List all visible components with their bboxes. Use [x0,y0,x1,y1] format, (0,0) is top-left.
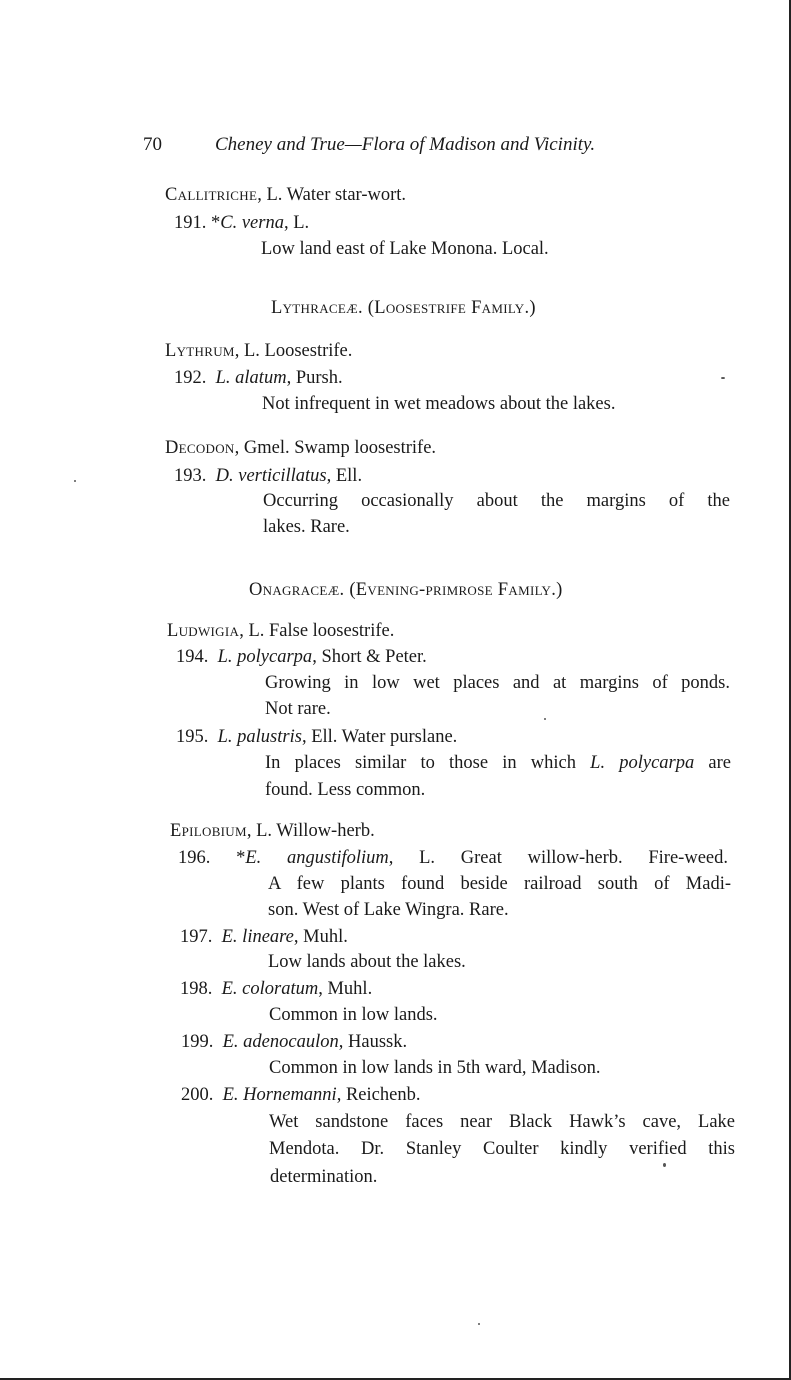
genus-heading-ludwigia: Ludwigia, L. False loosestrife. [167,621,395,641]
running-header [143,134,669,160]
species-note: determination. [270,1167,378,1187]
genus-heading-epilobium: Epilobium, L. Willow-herb. [170,821,375,841]
species-note: Wet sandstone faces near Black Hawk’s cave, Lake [269,1112,735,1132]
species-entry-196: 196. *E. angustifolium, L. Great willow-herb. Fire-weed. [178,848,728,868]
species-note: Low lands about the lakes. [268,952,466,972]
scan-speck [544,718,546,720]
scan-speck [478,1323,480,1325]
species-note: found. Less common. [265,780,426,800]
species-entry-198: 198. E. coloratum, Muhl. [180,979,373,999]
genus-heading-decodon: Decodon, Gmel. Swamp loosestrife. [165,438,437,458]
species-entry-199: 199. E. adenocaulon, Haussk. [181,1032,408,1052]
family-heading-lythraceae: Lythraceæ. (Loosestrife Family.) [271,298,536,318]
species-entry-200: 200. E. Hornemanni, Reichenb. [181,1085,421,1105]
running-title: Cheney and True—Flora of Madison and Vicinity. [215,134,596,155]
species-note: Not infrequent in wet meadows about the lakes. [262,394,616,414]
family-heading-onagraceae: Onagraceæ. (Evening-primrose Family.) [249,580,563,600]
species-note: In places similar to those in which L. polycarpa are [265,753,731,773]
species-entry-195: 195. L. palustris, Ell. Water purslane. [176,727,458,747]
species-note: Occurring occasionally about the margins of the [263,491,730,511]
scan-speck [74,480,76,482]
species-note: A few plants found beside railroad south of Madi- [268,874,731,894]
species-entry-192: 192. L. alatum, Pursh. [174,368,343,388]
species-note: lakes. Rare. [263,517,350,537]
page-number: 70 [143,134,162,155]
scan-speck [663,1163,666,1167]
genus-heading-lythrum: Lythrum, L. Loosestrife. [165,341,353,361]
species-note: Low land east of Lake Monona. Local. [261,239,549,259]
species-note: son. West of Lake Wingra. Rare. [268,900,509,920]
genus-heading-callitriche: Callitriche, L. Water star-wort. [165,185,407,205]
species-entry-194: 194. L. polycarpa, Short & Peter. [176,647,427,667]
species-note: Common in low lands in 5th ward, Madison. [269,1058,601,1078]
species-entry-197: 197. E. lineare, Muhl. [180,927,348,947]
species-note: Growing in low wet places and at margins of ponds. [265,673,730,693]
scan-speck [721,377,725,379]
species-entry-191: 191. *C. verna, L. [174,213,310,233]
species-note: Not rare. [265,699,331,719]
species-note: Mendota. Dr. Stanley Coulter kindly verified this [269,1139,735,1159]
species-note: Common in low lands. [269,1005,438,1025]
species-entry-193: 193. D. verticillatus, Ell. [174,466,363,486]
